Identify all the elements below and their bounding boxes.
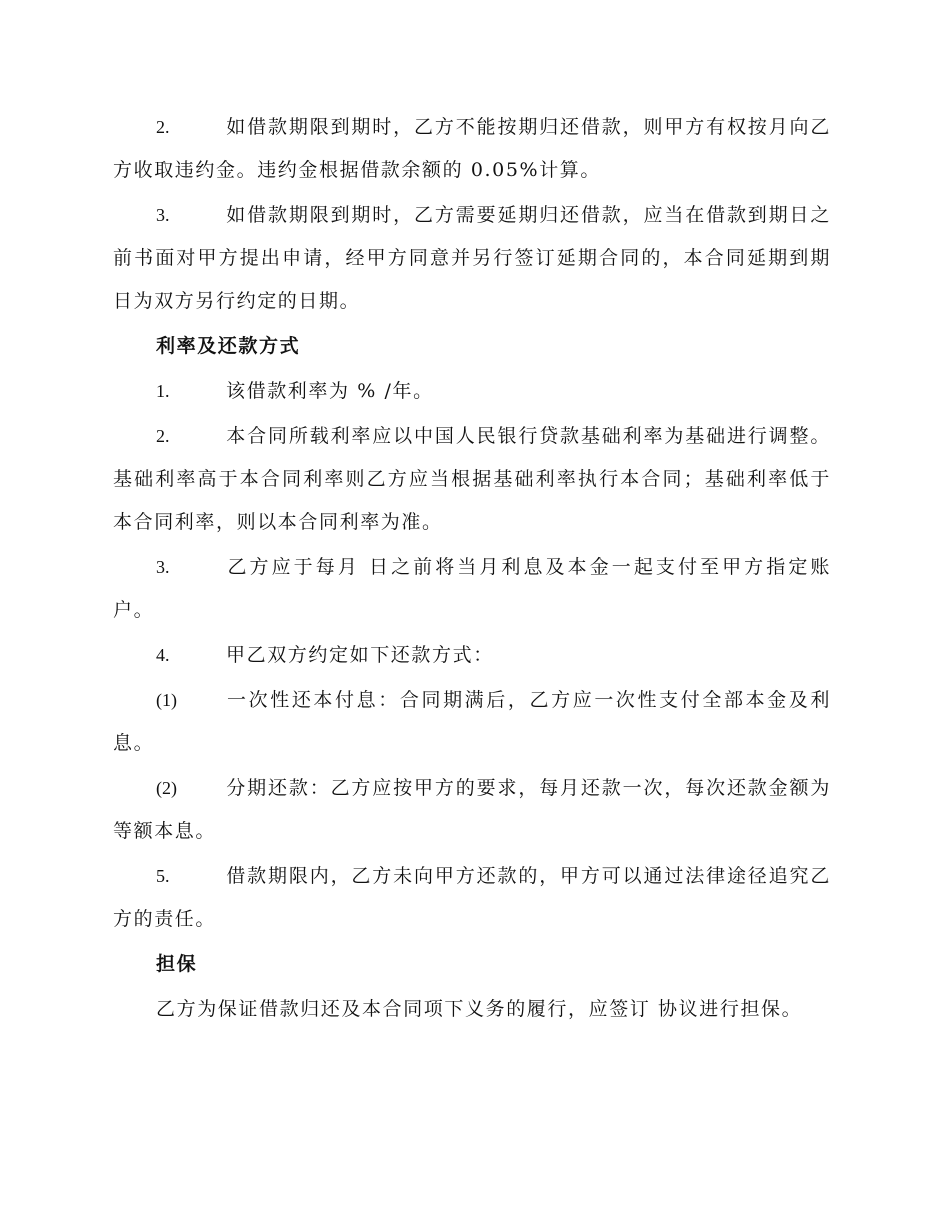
clause-text: 如借款期限到期时，乙方不能按期归还借款，则甲方有权按月向乙方收取违约金。违约金根据借款余额的 0.05%计算。 xyxy=(113,116,831,181)
clause-number: 3. xyxy=(156,205,170,225)
clause-repayment-option-2 xyxy=(113,767,831,853)
clause-number: 2. xyxy=(156,117,170,137)
clause-text: 如借款期限到期时，乙方需要延期归还借款，应当在借款到期日之前书面对甲方提出申请，经甲方同意并另行签订延期合同的，本合同延期到期日为双方另行约定的日期。 xyxy=(113,204,831,312)
clause-interest-2 xyxy=(113,415,831,544)
clause-number: 5. xyxy=(156,866,170,886)
clause-number: (1) xyxy=(156,690,177,710)
clause-number: 3. xyxy=(156,557,170,577)
clause-term-3 xyxy=(113,194,831,323)
clause-interest-3 xyxy=(113,546,831,632)
clause-text: 甲乙双方约定如下还款方式： xyxy=(226,644,494,666)
clause-term-2 xyxy=(113,106,831,192)
clause-interest-4 xyxy=(113,634,831,677)
document-body xyxy=(113,106,831,1033)
clause-text: 乙方应于每月 日之前将当月利息及本金一起支付至甲方指定账户。 xyxy=(113,556,831,621)
clause-text: 借款期限内，乙方未向甲方还款的，甲方可以通过法律途径追究乙方的责任。 xyxy=(113,865,831,930)
clause-text: 本合同所载利率应以中国人民银行贷款基础利率为基础进行调整。基础利率高于本合同利率则乙方应当根据基础利率执行本合同；基础利率低于本合同利率，则以本合同利率为准。 xyxy=(113,425,831,533)
clause-interest-1 xyxy=(113,370,831,413)
clause-interest-5 xyxy=(113,855,831,941)
guarantee-paragraph: 乙方为保证借款归还及本合同项下义务的履行，应签订 协议进行担保。 xyxy=(156,998,803,1020)
clause-number: 1. xyxy=(156,381,170,401)
clause-text: 该借款利率为 % /年。 xyxy=(226,380,434,402)
clause-text: 分期还款：乙方应按甲方的要求，每月还款一次，每次还款金额为等额本息。 xyxy=(113,777,831,842)
clause-number: 2. xyxy=(156,426,170,446)
clause-repayment-option-1 xyxy=(113,679,831,765)
clause-text: 一次性还本付息：合同期满后，乙方应一次性支付全部本金及利息。 xyxy=(113,689,831,754)
section-heading-guarantee: 担保 xyxy=(156,953,198,975)
clause-number: 4. xyxy=(156,645,170,665)
section-heading-interest: 利率及还款方式 xyxy=(156,335,301,357)
clause-number: (2) xyxy=(156,778,177,798)
